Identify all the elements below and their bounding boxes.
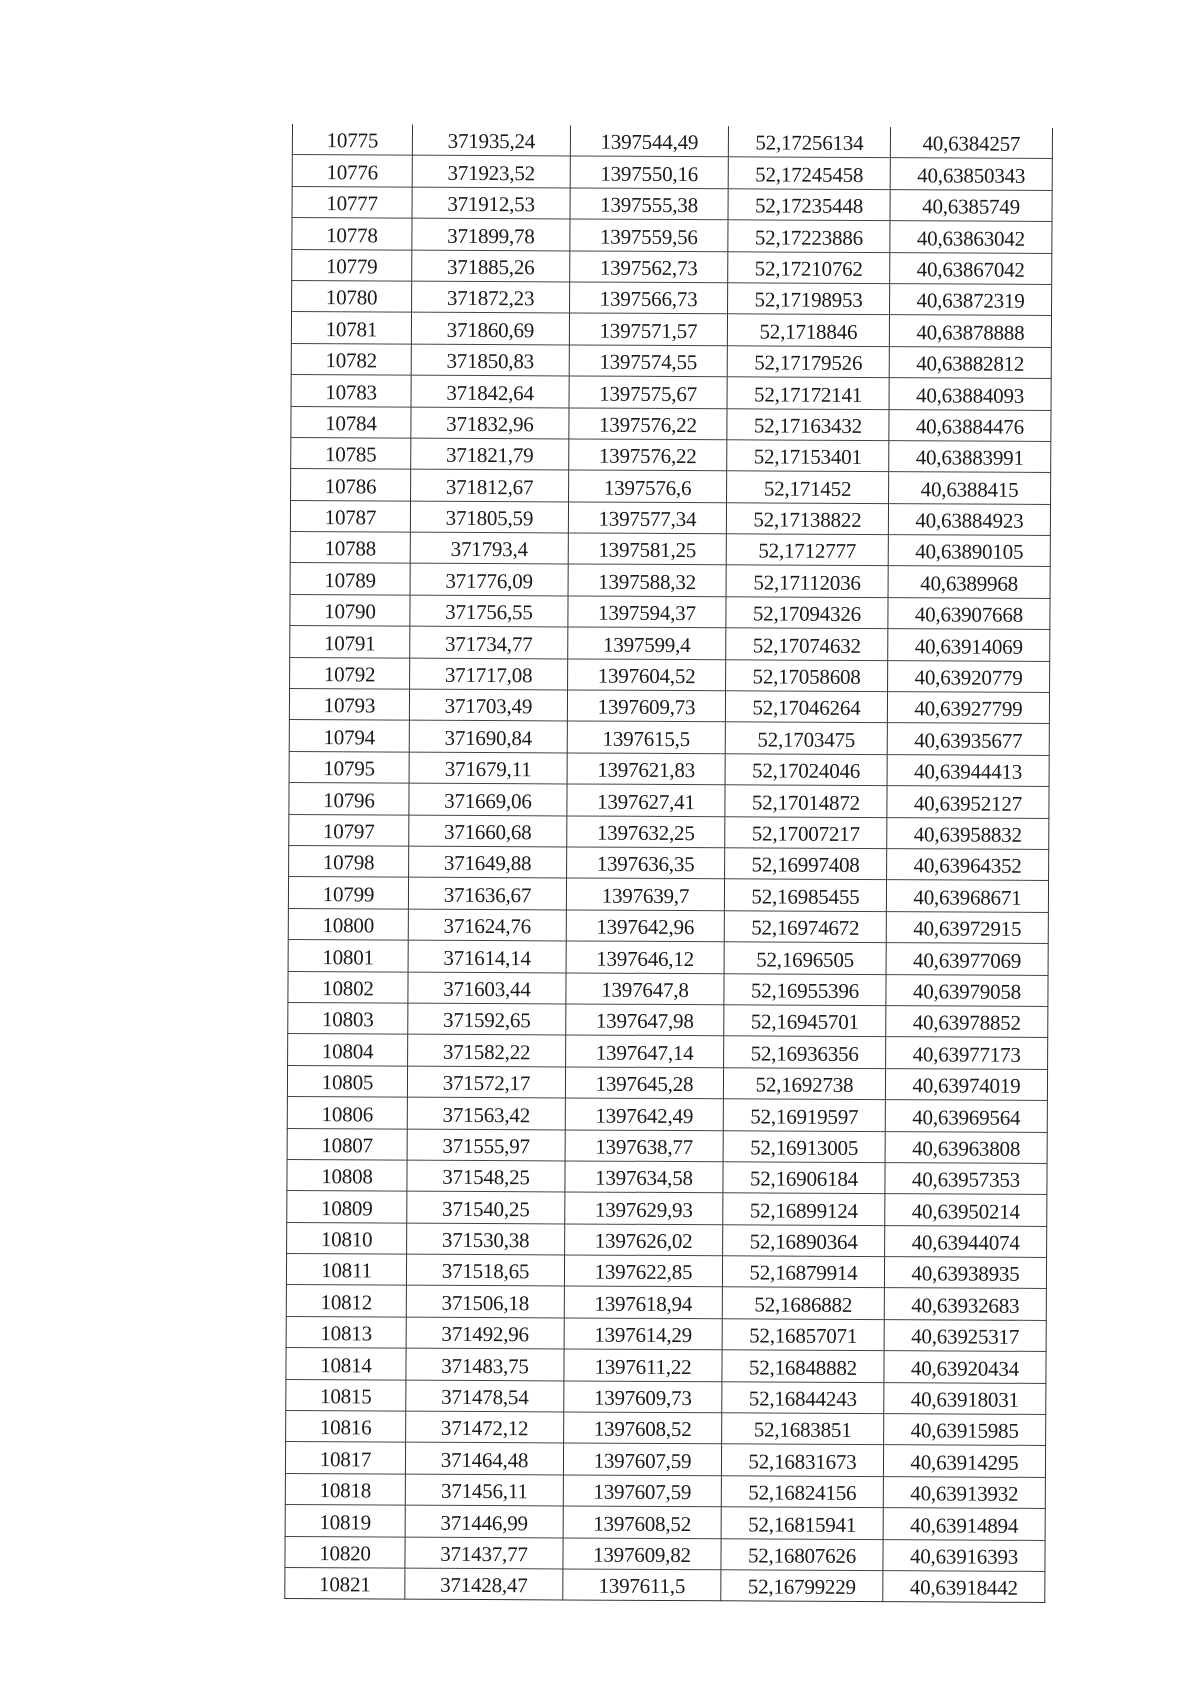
y-coordinate-cell: 1397544,49 bbox=[570, 125, 728, 157]
table-row bbox=[289, 689, 1049, 724]
point-number-cell: 10803 bbox=[288, 1002, 408, 1034]
y-coordinate-cell: 1397608,52 bbox=[563, 1506, 721, 1538]
point-number-cell: 10785 bbox=[291, 437, 411, 469]
y-coordinate-cell: 1397577,34 bbox=[568, 502, 726, 534]
longitude-cell: 40,63850343 bbox=[890, 158, 1052, 190]
point-number-cell: 10778 bbox=[292, 218, 412, 250]
point-number-cell: 10807 bbox=[287, 1128, 407, 1160]
x-coordinate-cell: 371624,76 bbox=[408, 909, 566, 941]
latitude-cell: 52,16974672 bbox=[724, 911, 886, 943]
x-coordinate-cell: 371649,88 bbox=[409, 846, 567, 878]
latitude-cell: 52,16857071 bbox=[722, 1319, 884, 1351]
x-coordinate-cell: 371842,64 bbox=[411, 375, 569, 407]
latitude-cell: 52,16919597 bbox=[723, 1099, 885, 1131]
x-coordinate-cell: 371899,78 bbox=[412, 218, 570, 250]
table-row bbox=[289, 720, 1049, 755]
y-coordinate-cell: 1397562,73 bbox=[570, 251, 728, 283]
table-row bbox=[291, 406, 1051, 441]
table-row bbox=[289, 845, 1049, 880]
table-row bbox=[287, 1065, 1047, 1100]
point-number-cell: 10782 bbox=[291, 343, 411, 375]
longitude-cell: 40,63952127 bbox=[887, 786, 1049, 818]
latitude-cell: 52,16815941 bbox=[721, 1507, 883, 1539]
latitude-cell: 52,16831673 bbox=[721, 1444, 883, 1476]
table-row bbox=[290, 563, 1050, 598]
y-coordinate-cell: 1397559,56 bbox=[570, 219, 728, 251]
point-number-cell: 10793 bbox=[289, 689, 409, 721]
longitude-cell: 40,63964352 bbox=[887, 849, 1049, 881]
latitude-cell: 52,17245458 bbox=[728, 157, 890, 189]
longitude-cell: 40,63977069 bbox=[886, 943, 1048, 975]
table-row bbox=[285, 1536, 1045, 1571]
table-row bbox=[292, 124, 1052, 159]
y-coordinate-cell: 1397621,83 bbox=[567, 753, 725, 785]
x-coordinate-cell: 371437,77 bbox=[405, 1537, 563, 1569]
latitude-cell: 52,16945701 bbox=[724, 1005, 886, 1037]
y-coordinate-cell: 1397594,37 bbox=[568, 596, 726, 628]
point-number-cell: 10818 bbox=[285, 1473, 405, 1505]
y-coordinate-cell: 1397647,14 bbox=[566, 1035, 724, 1067]
longitude-cell: 40,63914069 bbox=[888, 629, 1050, 661]
latitude-cell: 52,17058608 bbox=[726, 659, 888, 691]
point-number-cell: 10789 bbox=[290, 563, 410, 595]
longitude-cell: 40,63935677 bbox=[887, 723, 1049, 755]
longitude-cell: 40,6384257 bbox=[890, 127, 1052, 159]
x-coordinate-cell: 371472,12 bbox=[406, 1411, 564, 1443]
y-coordinate-cell: 1397642,49 bbox=[565, 1098, 723, 1130]
y-coordinate-cell: 1397626,02 bbox=[565, 1224, 723, 1256]
longitude-cell: 40,63878888 bbox=[889, 315, 1051, 347]
x-coordinate-cell: 371636,67 bbox=[408, 877, 566, 909]
point-number-cell: 10790 bbox=[290, 594, 410, 626]
table-row bbox=[286, 1254, 1046, 1289]
longitude-cell: 40,63884476 bbox=[889, 409, 1051, 441]
longitude-cell: 40,63890105 bbox=[888, 535, 1050, 567]
longitude-cell: 40,63925317 bbox=[884, 1319, 1046, 1351]
y-coordinate-cell: 1397622,85 bbox=[564, 1255, 722, 1287]
table-row bbox=[291, 375, 1051, 410]
point-number-cell: 10780 bbox=[292, 280, 412, 312]
table-row bbox=[291, 312, 1051, 347]
point-number-cell: 10775 bbox=[292, 124, 412, 156]
longitude-cell: 40,63968671 bbox=[886, 880, 1048, 912]
point-number-cell: 10783 bbox=[291, 375, 411, 407]
latitude-cell: 52,17007217 bbox=[725, 816, 887, 848]
y-coordinate-cell: 1397608,52 bbox=[564, 1412, 722, 1444]
table-row bbox=[288, 940, 1048, 975]
y-coordinate-cell: 1397566,73 bbox=[570, 282, 728, 314]
y-coordinate-cell: 1397645,28 bbox=[565, 1067, 723, 1099]
y-coordinate-cell: 1397618,94 bbox=[564, 1286, 722, 1318]
longitude-cell: 40,63979058 bbox=[886, 974, 1048, 1006]
table-row bbox=[292, 218, 1052, 253]
point-number-cell: 10784 bbox=[291, 406, 411, 438]
latitude-cell: 52,16844243 bbox=[722, 1381, 884, 1413]
table-row bbox=[291, 469, 1051, 504]
point-number-cell: 10786 bbox=[291, 469, 411, 501]
longitude-cell: 40,63927799 bbox=[887, 692, 1049, 724]
y-coordinate-cell: 1397632,25 bbox=[567, 816, 725, 848]
table-row bbox=[286, 1411, 1046, 1446]
longitude-cell: 40,63907668 bbox=[888, 597, 1050, 629]
latitude-cell: 52,17046264 bbox=[725, 691, 887, 723]
longitude-cell: 40,63914295 bbox=[883, 1445, 1045, 1477]
point-number-cell: 10776 bbox=[292, 155, 412, 187]
y-coordinate-cell: 1397588,32 bbox=[568, 564, 726, 596]
latitude-cell: 52,16955396 bbox=[724, 973, 886, 1005]
longitude-cell: 40,63882812 bbox=[889, 346, 1051, 378]
table-row bbox=[286, 1316, 1046, 1351]
x-coordinate-cell: 371885,26 bbox=[412, 250, 570, 282]
x-coordinate-cell: 371456,11 bbox=[405, 1474, 563, 1506]
x-coordinate-cell: 371776,09 bbox=[410, 564, 568, 596]
longitude-cell: 40,63978852 bbox=[886, 1006, 1048, 1038]
point-number-cell: 10814 bbox=[286, 1348, 406, 1380]
point-number-cell: 10812 bbox=[286, 1285, 406, 1317]
table-row bbox=[287, 1097, 1047, 1132]
y-coordinate-cell: 1397638,77 bbox=[565, 1129, 723, 1161]
y-coordinate-cell: 1397647,8 bbox=[566, 972, 724, 1004]
table-row bbox=[292, 280, 1052, 315]
table-row bbox=[290, 594, 1050, 629]
point-number-cell: 10798 bbox=[289, 845, 409, 877]
longitude-cell: 40,63918442 bbox=[883, 1571, 1045, 1603]
y-coordinate-cell: 1397576,22 bbox=[569, 439, 727, 471]
latitude-cell: 52,16824156 bbox=[721, 1476, 883, 1508]
longitude-cell: 40,63914894 bbox=[883, 1508, 1045, 1540]
longitude-cell: 40,63872319 bbox=[890, 284, 1052, 316]
table-row bbox=[289, 783, 1049, 818]
latitude-cell: 52,1692738 bbox=[723, 1067, 885, 1099]
longitude-cell: 40,63884923 bbox=[888, 503, 1050, 535]
table-row bbox=[285, 1442, 1045, 1477]
longitude-cell: 40,6388415 bbox=[889, 472, 1051, 504]
x-coordinate-cell: 371812,67 bbox=[411, 469, 569, 501]
y-coordinate-cell: 1397576,22 bbox=[569, 407, 727, 439]
latitude-cell: 52,17153401 bbox=[727, 440, 889, 472]
table-row bbox=[287, 1222, 1047, 1257]
latitude-cell: 52,16807626 bbox=[721, 1538, 883, 1570]
latitude-cell: 52,16906184 bbox=[723, 1162, 885, 1194]
latitude-cell: 52,17256134 bbox=[728, 126, 890, 158]
point-number-cell: 10820 bbox=[285, 1536, 405, 1568]
table-row bbox=[287, 1128, 1047, 1163]
x-coordinate-cell: 371464,48 bbox=[405, 1443, 563, 1475]
longitude-cell: 40,63950214 bbox=[885, 1194, 1047, 1226]
point-number-cell: 10810 bbox=[287, 1222, 407, 1254]
table-row bbox=[290, 657, 1050, 692]
table-row bbox=[288, 1002, 1048, 1037]
point-number-cell: 10792 bbox=[290, 657, 410, 689]
latitude-cell: 52,1686882 bbox=[722, 1287, 884, 1319]
y-coordinate-cell: 1397604,52 bbox=[568, 659, 726, 691]
latitude-cell: 52,16997408 bbox=[725, 848, 887, 880]
longitude-cell: 40,63883991 bbox=[889, 441, 1051, 473]
y-coordinate-cell: 1397576,6 bbox=[569, 470, 727, 502]
x-coordinate-cell: 371821,79 bbox=[411, 438, 569, 470]
point-number-cell: 10806 bbox=[287, 1097, 407, 1129]
x-coordinate-cell: 371717,08 bbox=[410, 658, 568, 690]
table-row bbox=[291, 343, 1051, 378]
x-coordinate-cell: 371492,96 bbox=[406, 1317, 564, 1349]
point-number-cell: 10817 bbox=[285, 1442, 405, 1474]
latitude-cell: 52,1718846 bbox=[727, 314, 889, 346]
longitude-cell: 40,63958832 bbox=[887, 817, 1049, 849]
latitude-cell: 52,16799229 bbox=[721, 1570, 883, 1602]
y-coordinate-cell: 1397611,22 bbox=[564, 1349, 722, 1381]
x-coordinate-cell: 371935,24 bbox=[412, 125, 570, 157]
point-number-cell: 10802 bbox=[288, 971, 408, 1003]
y-coordinate-cell: 1397646,12 bbox=[566, 941, 724, 973]
y-coordinate-cell: 1397607,59 bbox=[563, 1443, 721, 1475]
coordinates-table-body bbox=[285, 124, 1053, 1603]
longitude-cell: 40,63944074 bbox=[885, 1225, 1047, 1257]
x-coordinate-cell: 371669,06 bbox=[409, 783, 567, 815]
table-row bbox=[290, 532, 1050, 567]
y-coordinate-cell: 1397609,73 bbox=[567, 690, 725, 722]
x-coordinate-cell: 371805,59 bbox=[410, 501, 568, 533]
latitude-cell: 52,17179526 bbox=[727, 346, 889, 378]
x-coordinate-cell: 371872,23 bbox=[412, 281, 570, 313]
table-row bbox=[288, 1034, 1048, 1069]
point-number-cell: 10797 bbox=[289, 814, 409, 846]
table-row bbox=[290, 626, 1050, 661]
x-coordinate-cell: 371592,65 bbox=[408, 1003, 566, 1035]
point-number-cell: 10800 bbox=[288, 908, 408, 940]
longitude-cell: 40,63974019 bbox=[885, 1068, 1047, 1100]
latitude-cell: 52,1696505 bbox=[724, 942, 886, 974]
longitude-cell: 40,63957353 bbox=[885, 1163, 1047, 1195]
x-coordinate-cell: 371734,77 bbox=[410, 626, 568, 658]
longitude-cell: 40,63863042 bbox=[890, 221, 1052, 253]
point-number-cell: 10805 bbox=[287, 1065, 407, 1097]
point-number-cell: 10796 bbox=[289, 783, 409, 815]
point-number-cell: 10781 bbox=[291, 312, 411, 344]
y-coordinate-cell: 1397609,82 bbox=[563, 1538, 721, 1570]
x-coordinate-cell: 371860,69 bbox=[411, 312, 569, 344]
table-row bbox=[292, 186, 1052, 221]
y-coordinate-cell: 1397629,93 bbox=[565, 1192, 723, 1224]
longitude-cell: 40,63969564 bbox=[885, 1100, 1047, 1132]
latitude-cell: 52,16899124 bbox=[723, 1193, 885, 1225]
point-number-cell: 10808 bbox=[287, 1159, 407, 1191]
latitude-cell: 52,17138822 bbox=[726, 502, 888, 534]
point-number-cell: 10801 bbox=[288, 940, 408, 972]
x-coordinate-cell: 371582,22 bbox=[408, 1034, 566, 1066]
longitude-cell: 40,63963808 bbox=[885, 1131, 1047, 1163]
y-coordinate-cell: 1397647,98 bbox=[566, 1004, 724, 1036]
x-coordinate-cell: 371428,47 bbox=[405, 1568, 563, 1600]
point-number-cell: 10777 bbox=[292, 186, 412, 218]
longitude-cell: 40,63884093 bbox=[889, 378, 1051, 410]
x-coordinate-cell: 371703,49 bbox=[409, 689, 567, 721]
point-number-cell: 10813 bbox=[286, 1316, 406, 1348]
table-row bbox=[289, 751, 1049, 786]
latitude-cell: 52,16936356 bbox=[724, 1036, 886, 1068]
x-coordinate-cell: 371793,4 bbox=[410, 532, 568, 564]
x-coordinate-cell: 371679,11 bbox=[409, 752, 567, 784]
latitude-cell: 52,17235448 bbox=[728, 189, 890, 221]
latitude-cell: 52,17163432 bbox=[727, 408, 889, 440]
latitude-cell: 52,17210762 bbox=[728, 251, 890, 283]
table-row bbox=[286, 1348, 1046, 1383]
y-coordinate-cell: 1397639,7 bbox=[566, 878, 724, 910]
point-number-cell: 10795 bbox=[289, 751, 409, 783]
latitude-cell: 52,1683851 bbox=[722, 1413, 884, 1445]
x-coordinate-cell: 371563,42 bbox=[407, 1097, 565, 1129]
y-coordinate-cell: 1397642,96 bbox=[566, 910, 724, 942]
point-number-cell: 10794 bbox=[289, 720, 409, 752]
latitude-cell: 52,16890364 bbox=[723, 1224, 885, 1256]
latitude-cell: 52,1703475 bbox=[725, 722, 887, 754]
point-number-cell: 10787 bbox=[290, 500, 410, 532]
x-coordinate-cell: 371923,52 bbox=[412, 156, 570, 188]
latitude-cell: 52,16985455 bbox=[724, 879, 886, 911]
latitude-cell: 52,16913005 bbox=[723, 1130, 885, 1162]
y-coordinate-cell: 1397581,25 bbox=[568, 533, 726, 565]
point-number-cell: 10815 bbox=[286, 1379, 406, 1411]
point-number-cell: 10816 bbox=[286, 1411, 406, 1443]
latitude-cell: 52,17112036 bbox=[726, 565, 888, 597]
x-coordinate-cell: 371446,99 bbox=[405, 1505, 563, 1537]
y-coordinate-cell: 1397627,41 bbox=[567, 784, 725, 816]
x-coordinate-cell: 371572,17 bbox=[407, 1066, 565, 1098]
longitude-cell: 40,63977173 bbox=[886, 1037, 1048, 1069]
longitude-cell: 40,63944413 bbox=[887, 754, 1049, 786]
longitude-cell: 40,63916393 bbox=[883, 1539, 1045, 1571]
longitude-cell: 40,63938935 bbox=[884, 1257, 1046, 1289]
latitude-cell: 52,17198953 bbox=[728, 283, 890, 315]
table-row bbox=[292, 249, 1052, 284]
latitude-cell: 52,171452 bbox=[727, 471, 889, 503]
x-coordinate-cell: 371483,75 bbox=[406, 1348, 564, 1380]
y-coordinate-cell: 1397599,4 bbox=[568, 627, 726, 659]
latitude-cell: 52,17223886 bbox=[728, 220, 890, 252]
y-coordinate-cell: 1397611,5 bbox=[563, 1569, 721, 1601]
longitude-cell: 40,63918031 bbox=[884, 1382, 1046, 1414]
x-coordinate-cell: 371540,25 bbox=[407, 1191, 565, 1223]
longitude-cell: 40,63915985 bbox=[884, 1414, 1046, 1446]
y-coordinate-cell: 1397607,59 bbox=[563, 1475, 721, 1507]
longitude-cell: 40,63972915 bbox=[886, 911, 1048, 943]
table-row bbox=[286, 1379, 1046, 1414]
x-coordinate-cell: 371614,14 bbox=[408, 940, 566, 972]
x-coordinate-cell: 371690,84 bbox=[409, 721, 567, 753]
x-coordinate-cell: 371850,83 bbox=[411, 344, 569, 376]
coordinates-table bbox=[284, 124, 1053, 1603]
longitude-cell: 40,6389968 bbox=[888, 566, 1050, 598]
y-coordinate-cell: 1397574,55 bbox=[569, 345, 727, 377]
y-coordinate-cell: 1397614,29 bbox=[564, 1318, 722, 1350]
table-row bbox=[286, 1285, 1046, 1320]
x-coordinate-cell: 371530,38 bbox=[407, 1223, 565, 1255]
table-row bbox=[289, 814, 1049, 849]
table-row bbox=[287, 1159, 1047, 1194]
x-coordinate-cell: 371603,44 bbox=[408, 972, 566, 1004]
x-coordinate-cell: 371478,54 bbox=[406, 1380, 564, 1412]
y-coordinate-cell: 1397634,58 bbox=[565, 1161, 723, 1193]
x-coordinate-cell: 371912,53 bbox=[412, 187, 570, 219]
point-number-cell: 10811 bbox=[286, 1254, 406, 1286]
longitude-cell: 40,63913932 bbox=[883, 1476, 1045, 1508]
longitude-cell: 40,6385749 bbox=[890, 189, 1052, 221]
table-row bbox=[287, 1191, 1047, 1226]
y-coordinate-cell: 1397550,16 bbox=[570, 156, 728, 188]
table-row bbox=[288, 877, 1048, 912]
y-coordinate-cell: 1397571,57 bbox=[569, 313, 727, 345]
point-number-cell: 10788 bbox=[290, 532, 410, 564]
latitude-cell: 52,16879914 bbox=[722, 1256, 884, 1288]
longitude-cell: 40,63920434 bbox=[884, 1351, 1046, 1383]
table-row bbox=[285, 1505, 1045, 1540]
x-coordinate-cell: 371660,68 bbox=[409, 815, 567, 847]
latitude-cell: 52,1712777 bbox=[726, 534, 888, 566]
latitude-cell: 52,17074632 bbox=[726, 628, 888, 660]
table-row bbox=[288, 971, 1048, 1006]
point-number-cell: 10819 bbox=[285, 1505, 405, 1537]
latitude-cell: 52,17014872 bbox=[725, 785, 887, 817]
longitude-cell: 40,63867042 bbox=[890, 252, 1052, 284]
y-coordinate-cell: 1397636,35 bbox=[567, 847, 725, 879]
latitude-cell: 52,16848882 bbox=[722, 1350, 884, 1382]
point-number-cell: 10804 bbox=[288, 1034, 408, 1066]
y-coordinate-cell: 1397575,67 bbox=[569, 376, 727, 408]
point-number-cell: 10821 bbox=[285, 1567, 405, 1599]
longitude-cell: 40,63932683 bbox=[884, 1288, 1046, 1320]
table-row bbox=[285, 1567, 1045, 1602]
x-coordinate-cell: 371548,25 bbox=[407, 1160, 565, 1192]
x-coordinate-cell: 371518,65 bbox=[406, 1254, 564, 1286]
y-coordinate-cell: 1397615,5 bbox=[567, 721, 725, 753]
longitude-cell: 40,63920779 bbox=[888, 660, 1050, 692]
latitude-cell: 52,17172141 bbox=[727, 377, 889, 409]
point-number-cell: 10791 bbox=[290, 626, 410, 658]
table-row bbox=[292, 155, 1052, 190]
latitude-cell: 52,17024046 bbox=[725, 754, 887, 786]
table-row bbox=[290, 500, 1050, 535]
y-coordinate-cell: 1397555,38 bbox=[570, 188, 728, 220]
x-coordinate-cell: 371506,18 bbox=[406, 1286, 564, 1318]
point-number-cell: 10799 bbox=[288, 877, 408, 909]
y-coordinate-cell: 1397609,73 bbox=[564, 1381, 722, 1413]
table-row bbox=[291, 437, 1051, 472]
x-coordinate-cell: 371832,96 bbox=[411, 407, 569, 439]
point-number-cell: 10809 bbox=[287, 1191, 407, 1223]
table-row bbox=[288, 908, 1048, 943]
point-number-cell: 10779 bbox=[292, 249, 412, 281]
x-coordinate-cell: 371555,97 bbox=[407, 1129, 565, 1161]
table-row bbox=[285, 1473, 1045, 1508]
latitude-cell: 52,17094326 bbox=[726, 597, 888, 629]
x-coordinate-cell: 371756,55 bbox=[410, 595, 568, 627]
